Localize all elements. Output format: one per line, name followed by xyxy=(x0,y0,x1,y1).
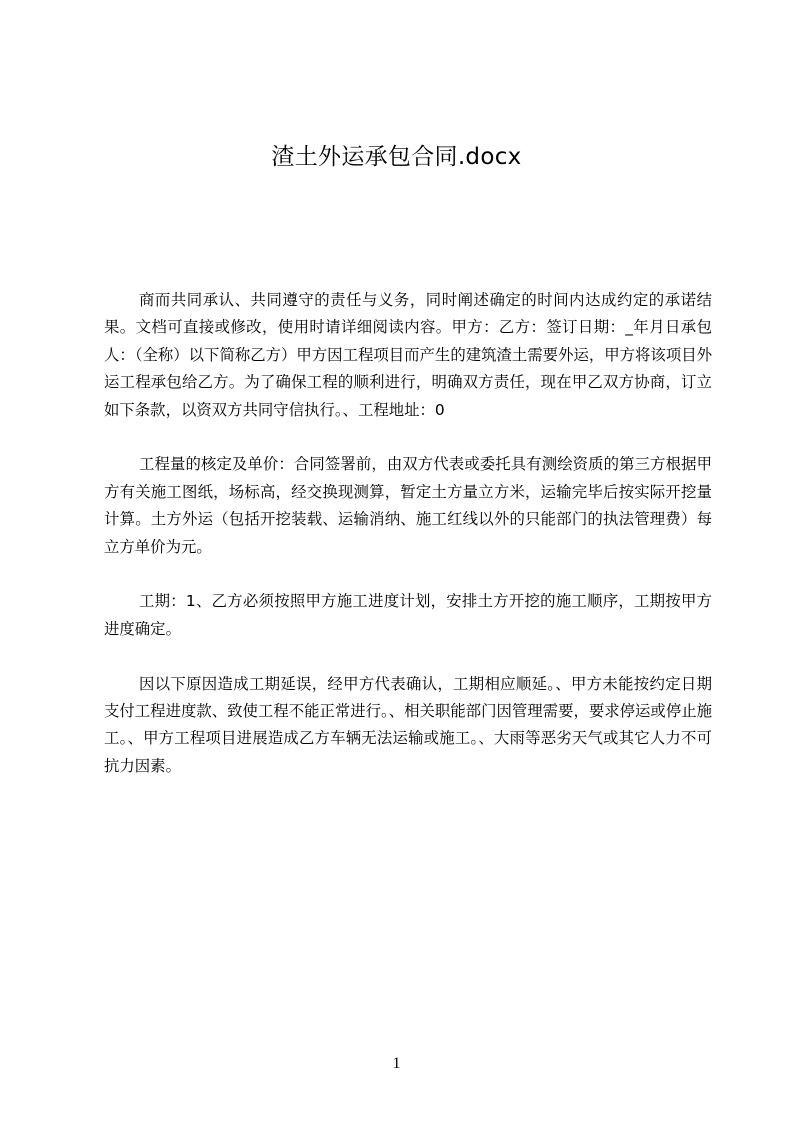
paragraph-delay: 因以下原因造成工期延误，经甲方代表确认，工期相应顺延。、甲方未能按约定日期支付工程进度款、致使工程不能正常进行。、相关职能部门因管理需要，要求停运或停止施工。、甲方工程项目进展造成乙方车辆无法运输或施工。、大雨等恶劣天气或其它人力不可抗力因素。 xyxy=(104,674,712,775)
paragraph-quantity-price: 工程量的核定及单价：合同签署前，由双方代表或委托具有测绘资质的第三方根据甲方有关施工图纸，场标高，经交换现测算，暂定土方量立方米，运输完毕后按实际开挖量计算。土方外运（包括开挖装载、运输消纳、施工红线以外的只能部门的执法管理费）每立方单价为元。 xyxy=(104,455,712,556)
document-body xyxy=(104,287,712,808)
page-number: 1 xyxy=(392,1055,401,1072)
document-title: 渣土外运承包合同.docx xyxy=(271,144,522,170)
paragraph-intro: 商而共同承认、共同遵守的责任与义务，同时阐述确定的时间内达成约定的承诺结果。文档可直接或修改，使用时请详细阅读内容。甲方：乙方：签订日期：_年月日承包人：（全称）以下简称乙方）甲方因工程项目而产生的建筑渣土需要外运，甲方将该项目外运工程承包给乙方。为了确保工程的顺利进行，明确双方责任，现在甲乙双方协商，订立如下条款，以资双方共同守信执行。、工程地址：0 xyxy=(104,291,712,419)
paragraph-schedule: 工期：1、乙方必须按照甲方施工进度计划，安排土方开挖的施工顺序，工期按甲方进度确定。 xyxy=(104,592,712,638)
